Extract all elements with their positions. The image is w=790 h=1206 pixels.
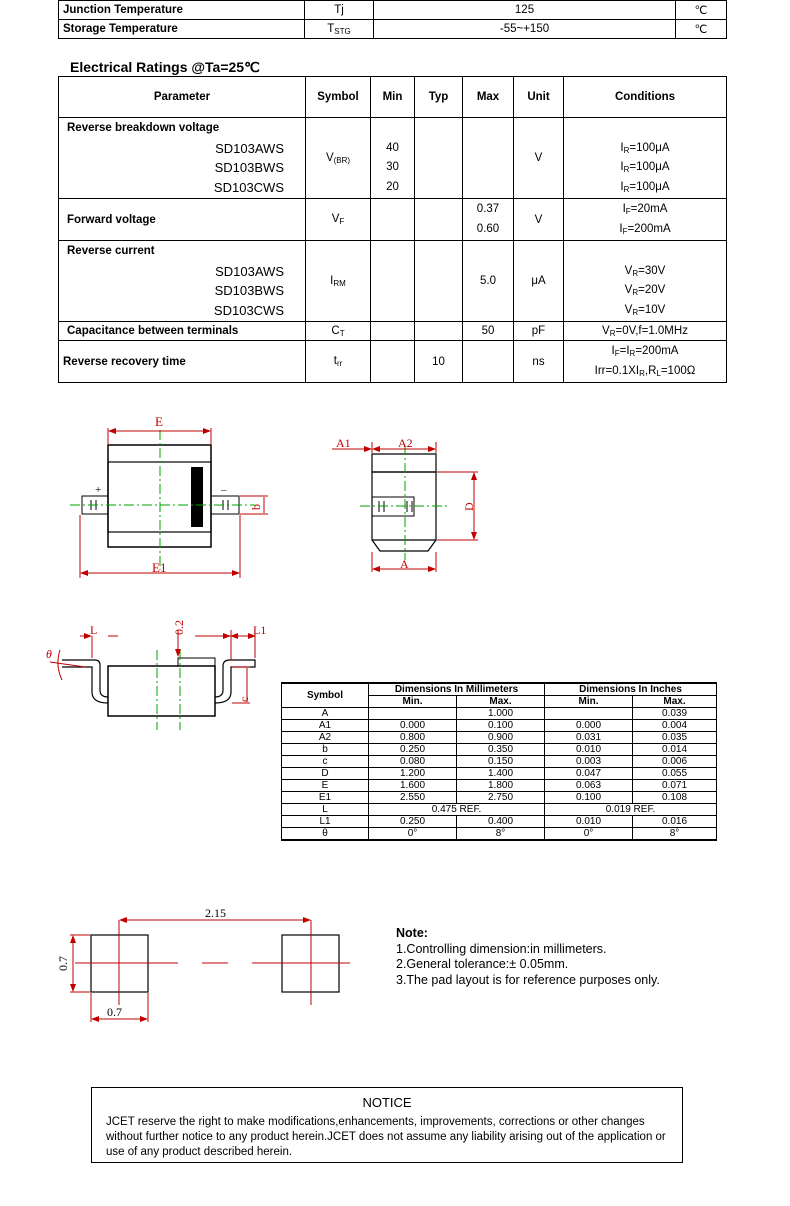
condition: $V_R=20V$ [624, 284, 666, 297]
pad-span-label: 2.15 [205, 906, 226, 920]
param-name: Reverse breakdown voltage [67, 122, 220, 134]
typ-value: 10 [415, 341, 463, 383]
table-row: A2 0.800 0.900 0.031 0.035 [282, 732, 717, 744]
col-header: Max [463, 77, 514, 118]
D-label: D [462, 502, 476, 511]
profile-view [46, 620, 266, 730]
col-header: Dimensions In Millimeters [369, 683, 545, 696]
table-row: E 1.600 1.800 0.063 0.071 [282, 780, 717, 792]
note-line: 1.Controlling dimension:in millimeters. [396, 941, 607, 956]
condition: $I_F=I_R=200mA$ [611, 345, 679, 358]
unit-cell: V [514, 199, 564, 241]
L1-label: L1 [253, 623, 267, 637]
condition: $I_F=200mA$ [619, 222, 671, 236]
symbol-cell: $I_{RM}$ [306, 241, 371, 322]
note-line: 3.The pad layout is for reference purposes only. [396, 972, 660, 987]
table-row: D 1.200 1.400 0.047 0.055 [282, 768, 717, 780]
pad-layout [56, 906, 350, 1022]
A2-label: A2 [398, 436, 413, 450]
table-row: c 0.080 0.150 0.003 0.006 [282, 756, 717, 768]
col-header: Symbol [306, 77, 371, 118]
param-symbol: Tj [305, 1, 374, 20]
table-row: L1 0.250 0.400 0.010 0.016 [282, 816, 717, 828]
max-value: 50 [463, 322, 514, 341]
param-name: Reverse current [67, 245, 155, 257]
col-header: Max. [457, 696, 545, 708]
col-header: Min. [369, 696, 457, 708]
unit-cell: ns [514, 341, 564, 383]
unit-cell: μA [514, 241, 564, 322]
A-label: A [400, 557, 409, 571]
note-line: 2.General tolerance:± 0.05mm. [396, 957, 569, 971]
E-label: E [155, 414, 163, 429]
A1-label: A1 [336, 436, 351, 450]
table-row: b 0.250 0.350 0.010 0.014 [282, 744, 717, 756]
notice-title: NOTICE [362, 1095, 412, 1110]
param-unit: ℃ [676, 20, 727, 39]
E1-label: E1 [152, 560, 167, 575]
minus-label: – [221, 484, 227, 496]
dimensions-table [281, 682, 717, 841]
symbol-cell: $C_T$ [306, 322, 371, 341]
condition: $Irr=0.1XI_R,R_L=100\Omega$ [594, 364, 696, 378]
cathode-band [191, 467, 203, 527]
param-unit: ℃ [676, 1, 727, 20]
col-header: Parameter [59, 77, 306, 118]
table-row: A1 0.000 0.100 0.000 0.004 [282, 720, 717, 732]
param-name: Reverse recovery time [63, 355, 186, 368]
col-header: Min [371, 77, 415, 118]
symbol-cell: $t_{rr}$ [306, 341, 371, 383]
symbol-cell: $V_{(BR)}$ [306, 118, 371, 199]
col-header: Unit [514, 77, 564, 118]
condition: $I_R=100\mu A$ [620, 161, 670, 174]
table-row: E1 2.550 2.750 0.100 0.108 [282, 792, 717, 804]
col-header: Symbol [282, 683, 369, 708]
pad-height-label: 0.7 [56, 956, 70, 971]
min-value: 40 [386, 141, 399, 154]
model-name: SD103BWS [214, 283, 284, 298]
table-row: θ 0° 8° 0° 8° [282, 828, 717, 841]
min-value: 30 [386, 161, 399, 173]
param-label: Junction Temperature [59, 1, 305, 20]
param-symbol: $T_{STG}$ [305, 20, 374, 39]
param-name: Capacitance between terminals [67, 325, 239, 337]
model-name: SD103BWS [214, 160, 284, 175]
col-header: Typ [415, 77, 463, 118]
condition: $V_R=10V$ [624, 303, 666, 317]
model-name: SD103CWS [213, 179, 284, 195]
model-name: SD103CWS [213, 302, 284, 318]
param-name: Forward voltage [67, 213, 156, 226]
max-value: 0.37 [476, 203, 500, 215]
side-view [332, 436, 478, 572]
max-value: 0.60 [476, 222, 500, 235]
note-block [396, 926, 660, 988]
condition: $I_R=100\mu A$ [620, 180, 670, 194]
col-header: Conditions [564, 77, 727, 118]
L-label: L [90, 623, 98, 637]
max-value: 5.0 [463, 241, 514, 322]
notice-body: JCET reserve the right to make modifications,enhancements, improvements, corrections or other changes without further notice to any product herein.JCET does not assume any liability arising out of the application or use of any product described herein. [106, 1116, 666, 1158]
model-name: SD103AWS [215, 140, 284, 156]
model-name: SD103AWS [215, 263, 284, 279]
top-view [70, 414, 268, 578]
param-label: Storage Temperature [59, 20, 305, 39]
condition: $V_R=30V$ [624, 264, 666, 278]
zero-two-label: 0.2 [172, 620, 186, 635]
notice-box [91, 1087, 683, 1163]
min-value: 20 [386, 180, 399, 193]
pad-width-label: 0.7 [107, 1005, 122, 1019]
note-title: Note: [396, 926, 428, 940]
table-row: L 0.475 REF. 0.019 REF. [282, 804, 717, 816]
param-value: -55~+150 [374, 20, 676, 39]
theta-label: θ [46, 647, 52, 661]
condition: $V_R=0V,f=1.0MHz$ [564, 322, 727, 341]
param-value: 125 [374, 1, 676, 20]
col-header: Max. [633, 696, 717, 708]
condition: $I_F=20mA$ [622, 203, 668, 216]
symbol-cell: $V_F$ [306, 199, 371, 241]
condition: $I_R=100\mu A$ [620, 141, 670, 155]
col-header: Min. [545, 696, 633, 708]
unit-cell: pF [514, 322, 564, 341]
b-label: b [249, 504, 263, 510]
col-header: Dimensions In Inches [545, 683, 717, 696]
section-title: Electrical Ratings @Ta=25℃ [70, 59, 260, 75]
plus-label: + [95, 484, 102, 496]
c-label: c [237, 696, 251, 702]
unit-cell: V [514, 118, 564, 199]
table-row: A 1.000 0.039 [282, 708, 717, 720]
header-row [282, 683, 717, 696]
